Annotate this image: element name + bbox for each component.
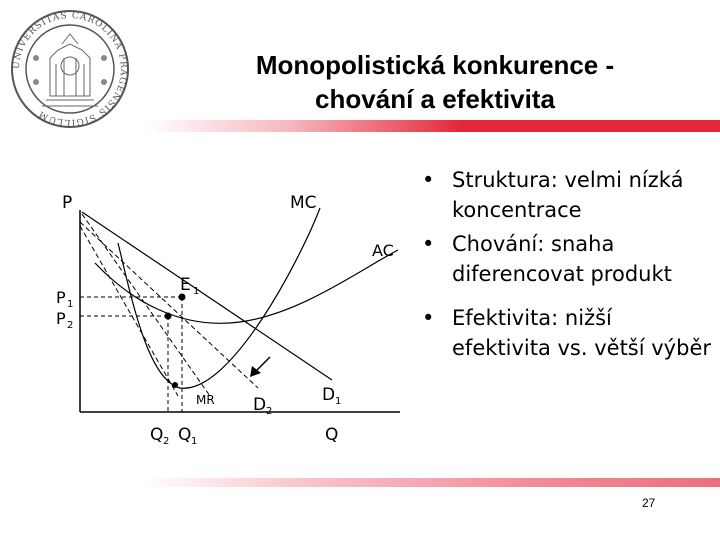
bullet-efficiency: • Efektivita: nižší efektivita vs. větší výběr — [422, 303, 712, 363]
bullet-structure: • Struktura: velmi nízká koncentrace — [422, 165, 712, 225]
q1-label: Q — [178, 425, 192, 445]
mr-label: MR — [196, 393, 215, 407]
d2-label: D — [253, 395, 267, 415]
mr-curve-d1 — [82, 214, 210, 396]
equilibrium-point-e2 — [165, 313, 172, 320]
p1-subscript: 1 — [67, 299, 74, 310]
svg-text:UNIVERSITAS CAROLINA PRAGENSIS: UNIVERSITAS CAROLINA PRAGENSIS SIGILLUM — [11, 10, 129, 128]
q-axis-label: Q — [325, 425, 339, 445]
p-axis-label: P — [62, 193, 73, 213]
mc-label: MC — [290, 193, 317, 213]
p2-subscript: 2 — [67, 320, 74, 331]
q2-label: Q — [150, 425, 164, 445]
ac-curve — [95, 250, 398, 323]
demand-curve-d2 — [80, 222, 258, 388]
d2-subscript: 2 — [266, 406, 273, 417]
p2-label: P — [56, 309, 66, 328]
bullet-list — [422, 165, 712, 367]
p1-label: P — [56, 288, 66, 307]
slide-title-line-1: Monopolistická konkurence - — [255, 50, 615, 80]
d1-label: D — [322, 385, 336, 405]
e1-subscript: 1 — [193, 286, 200, 297]
q1-subscript: 1 — [191, 436, 198, 447]
demand-curve-d1 — [82, 212, 332, 380]
q2-subscript: 2 — [163, 436, 170, 447]
mr-mc-intersection-point — [172, 382, 178, 388]
e1-label: E — [180, 275, 191, 295]
footer-bar — [140, 478, 720, 487]
ac-label: AC — [372, 241, 394, 260]
demand-shift-arrow — [255, 357, 270, 372]
page-number: 27 — [642, 496, 656, 510]
bullet-behavior: • Chování: snaha diferencovat produkt — [422, 229, 712, 289]
mc-curve — [118, 208, 320, 388]
d1-subscript: 1 — [335, 396, 342, 407]
slide-title-line-2: chování a efektivita — [315, 84, 555, 114]
